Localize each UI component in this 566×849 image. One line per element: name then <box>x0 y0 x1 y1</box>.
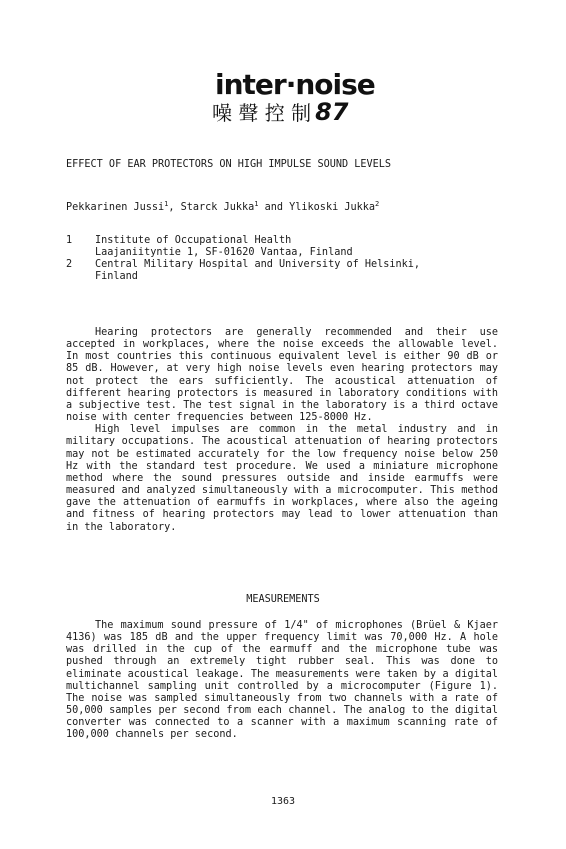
body-paragraph: High level impulses are common in the metal industry and in military occupations. The acoustical attenuation of hearing protectors may not be estimated accurately for the low frequency noise below 250 Hz with the standard test procedure. We used a miniature microphone method where the sound pressures outside and inside earmuffs were measured and analyzed simultaneously with a microcomputer. This method gave the attenuation of earmuffs in workplaces, where also the ageing and fitness of hearing protectors may lead to lower attenuation than in the laboratory. <box>66 424 498 533</box>
affiliation-number: 1 <box>66 235 73 246</box>
author-name: Ylikoski Jukka <box>289 202 376 213</box>
section-heading: MEASUREMENTS <box>246 594 320 605</box>
author-affiliation-mark: 1 <box>254 200 259 208</box>
affiliation-line: Central Military Hospital and University of Helsinki, <box>95 258 421 270</box>
affiliation-line: Institute of Occupational Health <box>95 235 292 246</box>
author-list <box>66 198 379 214</box>
affiliation-list <box>66 235 516 283</box>
logo-year: 87 <box>315 98 349 126</box>
logo-chinese-text: 噪 聲 控 制 <box>212 101 312 125</box>
affiliation-line: Laajaniityntie 1, SF-01620 Vantaa, Finland <box>95 246 353 258</box>
author-name: Pekkarinen Jussi <box>66 202 165 213</box>
author-affiliation-mark: 1 <box>164 200 169 208</box>
paper-title: EFFECT OF EAR PROTECTORS ON HIGH IMPULSE SOUND LEVELS <box>66 159 392 170</box>
logo-subline <box>212 100 362 125</box>
page-number: 1363 <box>270 796 296 807</box>
affiliation-item <box>66 247 516 259</box>
body-paragraph: Hearing protectors are generally recommended and their use accepted in workplaces, where the noise exceeds the allowable level. In most countries this continuous equivalent level is either 90 dB or 85 dB. However, at very high noise levels even hearing protectors may not protect the ears sufficiently. The acoustical attenuation of different hearing protectors is measured in laboratory conditions with a subjective test. The test signal in the laboratory is a third octave noise with center frequencies between 125-8000 Hz. <box>66 327 498 424</box>
introduction-section <box>66 327 498 534</box>
author-separator: , <box>168 202 181 213</box>
affiliation-item <box>66 235 516 247</box>
conference-logo <box>212 68 375 132</box>
measurements-section <box>66 620 498 742</box>
author-name: Starck Jukka <box>180 202 255 213</box>
affiliation-line: Finland <box>95 270 138 282</box>
author-affiliation-mark: 2 <box>375 200 380 208</box>
author-separator: and <box>258 202 290 213</box>
body-paragraph: The maximum sound pressure of 1/4" of microphones (Brüel & Kjaer 4136) was 185 dB and the upper frequency limit was 70,000 Hz. A hole was drilled in the cup of the earmuff and the microphone tube was pushed through an extremely tight rubber seal. This was done to eliminate acoustical leakage. The measurements were taken by a digital multichannel sampling unit controlled by a microcomputer (Figure 1). The noise was sampled simultaneously from two channels with a rate of 50,000 samples per second from each channel. The analog to the digital converter was connected to a scanner with a maximum scanning rate of 100,000 channels per second. <box>66 620 498 741</box>
affiliation-number: 2 <box>66 258 73 270</box>
affiliation-item <box>66 271 516 283</box>
affiliation-item <box>66 259 516 271</box>
logo-wordmark: inter·noise <box>215 68 375 101</box>
